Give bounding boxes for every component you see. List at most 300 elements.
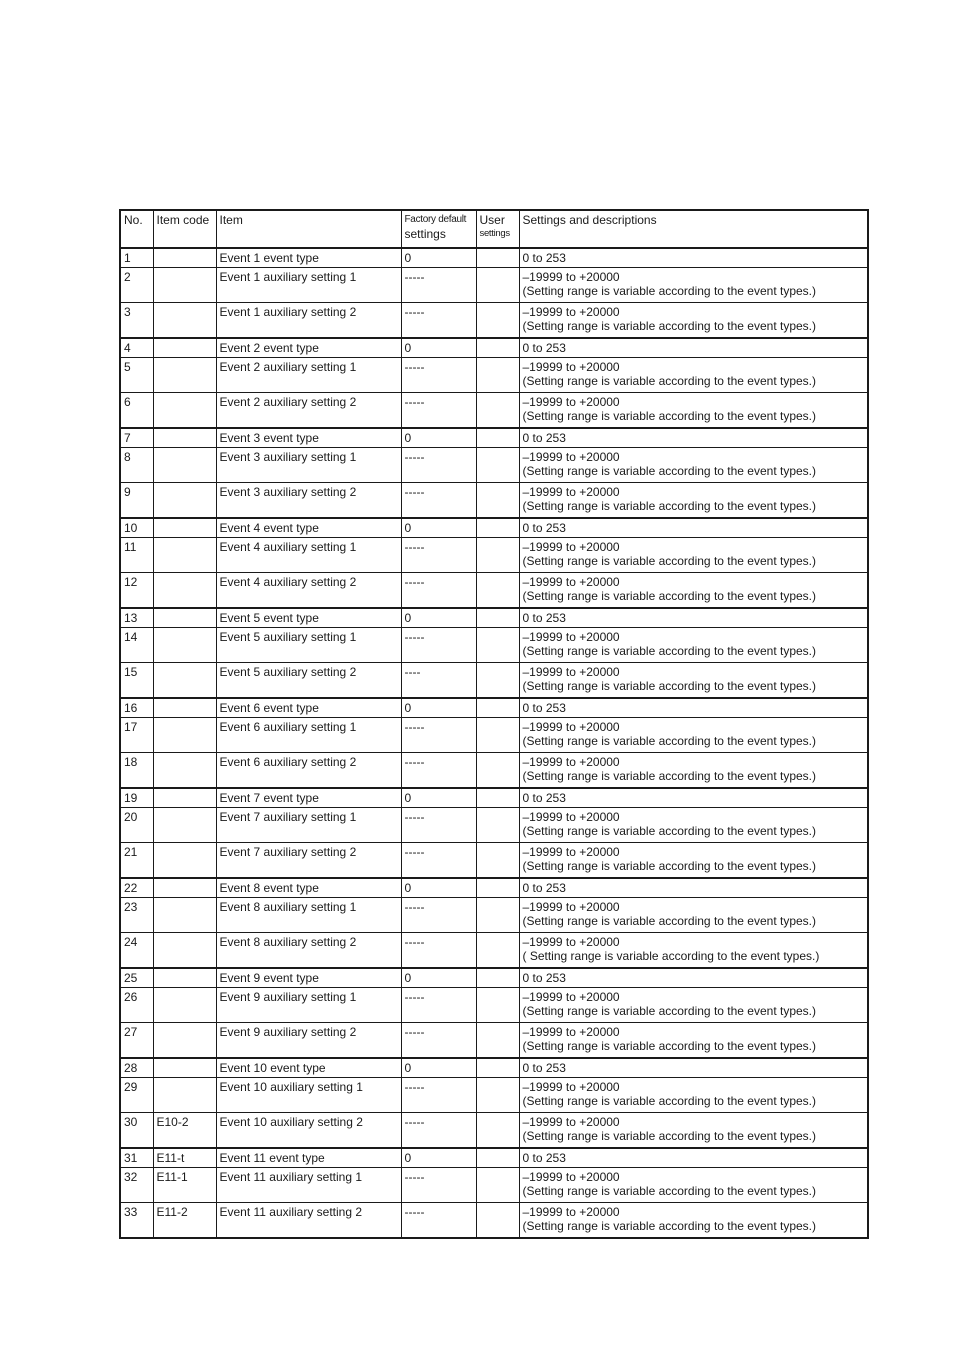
cell-description xyxy=(519,933,868,969)
cell-description xyxy=(519,898,868,933)
table-row xyxy=(120,518,868,538)
cell-no: 14 xyxy=(120,628,153,663)
manual-page xyxy=(119,209,867,1239)
cell-no: 2 xyxy=(120,268,153,303)
cell-no: 15 xyxy=(120,663,153,699)
cell-factory-default: 0 xyxy=(401,968,476,988)
cell-item-code xyxy=(153,1078,216,1113)
cell-user-setting xyxy=(476,753,519,789)
cell-description xyxy=(519,608,868,628)
header-factory-default xyxy=(401,210,476,248)
cell-description xyxy=(519,663,868,699)
cell-user-setting xyxy=(476,808,519,843)
header-factory-line1: Factory default xyxy=(404,214,467,225)
cell-description xyxy=(519,1078,868,1113)
cell-factory-default: ----- xyxy=(401,393,476,429)
table-row xyxy=(120,1148,868,1168)
parameter-table xyxy=(119,209,869,1239)
cell-no: 24 xyxy=(120,933,153,969)
table-row xyxy=(120,663,868,699)
cell-item-code xyxy=(153,608,216,628)
cell-no: 20 xyxy=(120,808,153,843)
description-line: (Setting range is variable according to the event types.) xyxy=(522,1129,816,1143)
cell-item-code xyxy=(153,718,216,753)
cell-user-setting xyxy=(476,268,519,303)
table-row xyxy=(120,843,868,879)
header-description: Settings and descriptions xyxy=(519,210,868,248)
cell-item: Event 3 auxiliary setting 2 xyxy=(216,483,401,519)
table-body xyxy=(120,248,868,1238)
description-line: –19999 to +20000 xyxy=(522,900,620,914)
description-line: (Setting range is variable according to the event types.) xyxy=(522,1004,816,1018)
description-line: 0 to 253 xyxy=(522,251,566,265)
cell-item: Event 9 auxiliary setting 2 xyxy=(216,1023,401,1059)
cell-item: Event 3 auxiliary setting 1 xyxy=(216,448,401,483)
description-line: –19999 to +20000 xyxy=(522,1115,620,1129)
cell-factory-default: 0 xyxy=(401,428,476,448)
cell-user-setting xyxy=(476,718,519,753)
cell-item: Event 8 auxiliary setting 1 xyxy=(216,898,401,933)
description-line: 0 to 253 xyxy=(522,521,566,535)
description-line: 0 to 253 xyxy=(522,971,566,985)
table-row xyxy=(120,898,868,933)
cell-item: Event 3 event type xyxy=(216,428,401,448)
table-row xyxy=(120,393,868,429)
description-line: –19999 to +20000 xyxy=(522,935,620,949)
cell-user-setting xyxy=(476,358,519,393)
cell-no: 8 xyxy=(120,448,153,483)
cell-description xyxy=(519,1113,868,1149)
table-row xyxy=(120,808,868,843)
cell-factory-default: 0 xyxy=(401,878,476,898)
header-user-settings xyxy=(476,210,519,248)
cell-item: Event 8 event type xyxy=(216,878,401,898)
cell-no: 22 xyxy=(120,878,153,898)
header-user-line1: User xyxy=(479,213,505,227)
cell-factory-default: ----- xyxy=(401,358,476,393)
cell-item-code xyxy=(153,1023,216,1059)
cell-user-setting xyxy=(476,628,519,663)
cell-factory-default: ----- xyxy=(401,573,476,609)
cell-item-code xyxy=(153,538,216,573)
cell-factory-default: ----- xyxy=(401,1168,476,1203)
cell-no: 11 xyxy=(120,538,153,573)
description-line: 0 to 253 xyxy=(522,791,566,805)
cell-description xyxy=(519,988,868,1023)
cell-factory-default: ----- xyxy=(401,303,476,339)
table-row xyxy=(120,428,868,448)
cell-item-code xyxy=(153,393,216,429)
table-row xyxy=(120,358,868,393)
cell-item: Event 4 auxiliary setting 2 xyxy=(216,573,401,609)
cell-factory-default: ----- xyxy=(401,753,476,789)
cell-item-code xyxy=(153,898,216,933)
table-header-row xyxy=(120,210,868,248)
cell-no: 27 xyxy=(120,1023,153,1059)
cell-item-code xyxy=(153,358,216,393)
cell-item: Event 9 auxiliary setting 1 xyxy=(216,988,401,1023)
table-row xyxy=(120,303,868,339)
cell-item-code xyxy=(153,248,216,268)
cell-item-code xyxy=(153,573,216,609)
description-line: –19999 to +20000 xyxy=(522,990,620,1004)
cell-user-setting xyxy=(476,608,519,628)
cell-user-setting xyxy=(476,988,519,1023)
description-line: –19999 to +20000 xyxy=(522,755,620,769)
cell-factory-default: ----- xyxy=(401,808,476,843)
cell-description xyxy=(519,753,868,789)
cell-user-setting xyxy=(476,1203,519,1239)
cell-factory-default: 0 xyxy=(401,698,476,718)
description-line: (Setting range is variable according to the event types.) xyxy=(522,1094,816,1108)
cell-item-code xyxy=(153,518,216,538)
table-row xyxy=(120,1078,868,1113)
header-user-line2: settings xyxy=(479,228,510,239)
cell-user-setting xyxy=(476,428,519,448)
cell-description xyxy=(519,788,868,808)
table-row xyxy=(120,988,868,1023)
cell-description xyxy=(519,518,868,538)
description-line: (Setting range is variable according to the event types.) xyxy=(522,1219,816,1233)
cell-item-code xyxy=(153,878,216,898)
table-row xyxy=(120,698,868,718)
cell-factory-default: ----- xyxy=(401,898,476,933)
cell-item: Event 5 auxiliary setting 2 xyxy=(216,663,401,699)
cell-item-code xyxy=(153,843,216,879)
table-row xyxy=(120,753,868,789)
description-line: –19999 to +20000 xyxy=(522,1170,620,1184)
table-row xyxy=(120,448,868,483)
cell-item-code xyxy=(153,663,216,699)
cell-user-setting xyxy=(476,1078,519,1113)
description-line: 0 to 253 xyxy=(522,611,566,625)
cell-item-code xyxy=(153,428,216,448)
cell-factory-default: 0 xyxy=(401,1148,476,1168)
table-row xyxy=(120,1203,868,1239)
description-line: –19999 to +20000 xyxy=(522,575,620,589)
description-line: 0 to 253 xyxy=(522,1061,566,1075)
cell-item: Event 2 event type xyxy=(216,338,401,358)
cell-factory-default: ----- xyxy=(401,1078,476,1113)
description-line: 0 to 253 xyxy=(522,701,566,715)
cell-user-setting xyxy=(476,663,519,699)
cell-user-setting xyxy=(476,338,519,358)
table-row xyxy=(120,538,868,573)
table-row xyxy=(120,788,868,808)
table-row xyxy=(120,338,868,358)
cell-item-code: E11-2 xyxy=(153,1203,216,1239)
description-line: (Setting range is variable according to the event types.) xyxy=(522,319,816,333)
cell-user-setting xyxy=(476,303,519,339)
table-row xyxy=(120,608,868,628)
description-line: (Setting range is variable according to the event types.) xyxy=(522,1184,816,1198)
cell-item: Event 1 auxiliary setting 1 xyxy=(216,268,401,303)
cell-description xyxy=(519,1058,868,1078)
cell-description xyxy=(519,1168,868,1203)
table-row xyxy=(120,483,868,519)
cell-description xyxy=(519,1148,868,1168)
description-line: 0 to 253 xyxy=(522,341,566,355)
cell-factory-default: ----- xyxy=(401,448,476,483)
description-line: (Setting range is variable according to the event types.) xyxy=(522,554,816,568)
description-line: ( Setting range is variable according to the event types.) xyxy=(522,949,820,963)
cell-no: 6 xyxy=(120,393,153,429)
cell-item: Event 7 event type xyxy=(216,788,401,808)
description-line: (Setting range is variable according to the event types.) xyxy=(522,499,816,513)
cell-factory-default: ----- xyxy=(401,483,476,519)
description-line: (Setting range is variable according to the event types.) xyxy=(522,374,816,388)
cell-item-code xyxy=(153,483,216,519)
description-line: –19999 to +20000 xyxy=(522,450,620,464)
cell-item-code: E10-2 xyxy=(153,1113,216,1149)
cell-description xyxy=(519,808,868,843)
cell-user-setting xyxy=(476,898,519,933)
cell-item: Event 1 event type xyxy=(216,248,401,268)
cell-item: Event 11 auxiliary setting 1 xyxy=(216,1168,401,1203)
cell-description xyxy=(519,303,868,339)
description-line: –19999 to +20000 xyxy=(522,630,620,644)
description-line: –19999 to +20000 xyxy=(522,395,620,409)
cell-description xyxy=(519,718,868,753)
description-line: –19999 to +20000 xyxy=(522,1080,620,1094)
cell-item: Event 6 event type xyxy=(216,698,401,718)
cell-description xyxy=(519,573,868,609)
header-item-code: Item code xyxy=(153,210,216,248)
cell-item: Event 7 auxiliary setting 1 xyxy=(216,808,401,843)
description-line: –19999 to +20000 xyxy=(522,720,620,734)
description-line: (Setting range is variable according to the event types.) xyxy=(522,734,816,748)
cell-description xyxy=(519,1203,868,1239)
cell-no: 1 xyxy=(120,248,153,268)
table-row xyxy=(120,1058,868,1078)
cell-user-setting xyxy=(476,1113,519,1149)
description-line: –19999 to +20000 xyxy=(522,665,620,679)
cell-item: Event 10 event type xyxy=(216,1058,401,1078)
table-row xyxy=(120,573,868,609)
cell-no: 28 xyxy=(120,1058,153,1078)
cell-item: Event 4 auxiliary setting 1 xyxy=(216,538,401,573)
cell-no: 33 xyxy=(120,1203,153,1239)
cell-user-setting xyxy=(476,518,519,538)
cell-factory-default: ----- xyxy=(401,718,476,753)
cell-no: 26 xyxy=(120,988,153,1023)
cell-no: 10 xyxy=(120,518,153,538)
description-line: (Setting range is variable according to the event types.) xyxy=(522,914,816,928)
cell-user-setting xyxy=(476,1148,519,1168)
cell-no: 19 xyxy=(120,788,153,808)
cell-factory-default: 0 xyxy=(401,608,476,628)
table-row xyxy=(120,628,868,663)
description-line: –19999 to +20000 xyxy=(522,1025,620,1039)
description-line: –19999 to +20000 xyxy=(522,485,620,499)
cell-user-setting xyxy=(476,1168,519,1203)
cell-user-setting xyxy=(476,1058,519,1078)
cell-item: Event 4 event type xyxy=(216,518,401,538)
header-item: Item xyxy=(216,210,401,248)
cell-description xyxy=(519,268,868,303)
description-line: (Setting range is variable according to the event types.) xyxy=(522,284,816,298)
cell-user-setting xyxy=(476,1023,519,1059)
cell-user-setting xyxy=(476,933,519,969)
table-row xyxy=(120,718,868,753)
cell-user-setting xyxy=(476,538,519,573)
cell-no: 3 xyxy=(120,303,153,339)
cell-description xyxy=(519,358,868,393)
cell-item: Event 2 auxiliary setting 1 xyxy=(216,358,401,393)
cell-item-code xyxy=(153,448,216,483)
cell-user-setting xyxy=(476,968,519,988)
cell-item: Event 11 event type xyxy=(216,1148,401,1168)
table-row xyxy=(120,933,868,969)
table-row xyxy=(120,248,868,268)
description-line: (Setting range is variable according to the event types.) xyxy=(522,679,816,693)
cell-item-code xyxy=(153,698,216,718)
cell-item-code: E11-1 xyxy=(153,1168,216,1203)
description-line: –19999 to +20000 xyxy=(522,810,620,824)
table-row xyxy=(120,1023,868,1059)
cell-factory-default: ----- xyxy=(401,933,476,969)
table-row xyxy=(120,1113,868,1149)
cell-description xyxy=(519,448,868,483)
cell-description xyxy=(519,878,868,898)
cell-item-code: E11-t xyxy=(153,1148,216,1168)
description-line: (Setting range is variable according to the event types.) xyxy=(522,1039,816,1053)
description-line: (Setting range is variable according to the event types.) xyxy=(522,824,816,838)
cell-item-code xyxy=(153,338,216,358)
cell-item-code xyxy=(153,1058,216,1078)
cell-no: 4 xyxy=(120,338,153,358)
cell-user-setting xyxy=(476,483,519,519)
cell-no: 17 xyxy=(120,718,153,753)
cell-description xyxy=(519,968,868,988)
cell-factory-default: ----- xyxy=(401,1113,476,1149)
cell-item: Event 6 auxiliary setting 1 xyxy=(216,718,401,753)
cell-factory-default: 0 xyxy=(401,248,476,268)
cell-factory-default: ----- xyxy=(401,988,476,1023)
cell-item-code xyxy=(153,788,216,808)
cell-description xyxy=(519,538,868,573)
cell-item: Event 5 auxiliary setting 1 xyxy=(216,628,401,663)
cell-factory-default: ----- xyxy=(401,843,476,879)
cell-factory-default: 0 xyxy=(401,338,476,358)
cell-item: Event 8 auxiliary setting 2 xyxy=(216,933,401,969)
cell-description xyxy=(519,843,868,879)
cell-no: 7 xyxy=(120,428,153,448)
description-line: (Setting range is variable according to the event types.) xyxy=(522,769,816,783)
cell-factory-default: ----- xyxy=(401,268,476,303)
cell-no: 30 xyxy=(120,1113,153,1149)
description-line: (Setting range is variable according to the event types.) xyxy=(522,859,816,873)
description-line: –19999 to +20000 xyxy=(522,360,620,374)
cell-item: Event 2 auxiliary setting 2 xyxy=(216,393,401,429)
cell-item: Event 7 auxiliary setting 2 xyxy=(216,843,401,879)
cell-user-setting xyxy=(476,878,519,898)
cell-item-code xyxy=(153,303,216,339)
cell-factory-default: ----- xyxy=(401,1023,476,1059)
cell-description xyxy=(519,428,868,448)
table-row xyxy=(120,878,868,898)
cell-item-code xyxy=(153,988,216,1023)
cell-user-setting xyxy=(476,393,519,429)
cell-item-code xyxy=(153,268,216,303)
description-line: –19999 to +20000 xyxy=(522,1205,620,1219)
cell-item-code xyxy=(153,808,216,843)
cell-no: 29 xyxy=(120,1078,153,1113)
cell-no: 12 xyxy=(120,573,153,609)
description-line: (Setting range is variable according to the event types.) xyxy=(522,589,816,603)
description-line: 0 to 253 xyxy=(522,881,566,895)
table-row xyxy=(120,1168,868,1203)
cell-item: Event 5 event type xyxy=(216,608,401,628)
table-row xyxy=(120,268,868,303)
cell-no: 31 xyxy=(120,1148,153,1168)
cell-description xyxy=(519,698,868,718)
cell-factory-default: 0 xyxy=(401,1058,476,1078)
cell-description xyxy=(519,483,868,519)
cell-factory-default: 0 xyxy=(401,788,476,808)
cell-user-setting xyxy=(476,448,519,483)
cell-item: Event 6 auxiliary setting 2 xyxy=(216,753,401,789)
cell-user-setting xyxy=(476,788,519,808)
cell-user-setting xyxy=(476,698,519,718)
cell-item: Event 10 auxiliary setting 2 xyxy=(216,1113,401,1149)
cell-no: 32 xyxy=(120,1168,153,1203)
description-line: (Setting range is variable according to the event types.) xyxy=(522,409,816,423)
description-line: 0 to 253 xyxy=(522,431,566,445)
cell-no: 16 xyxy=(120,698,153,718)
cell-description xyxy=(519,248,868,268)
cell-no: 18 xyxy=(120,753,153,789)
cell-user-setting xyxy=(476,843,519,879)
header-no: No. xyxy=(120,210,153,248)
cell-description xyxy=(519,628,868,663)
cell-user-setting xyxy=(476,248,519,268)
cell-factory-default: ---- xyxy=(401,663,476,699)
cell-no: 25 xyxy=(120,968,153,988)
cell-item: Event 9 event type xyxy=(216,968,401,988)
description-line: –19999 to +20000 xyxy=(522,270,620,284)
description-line: –19999 to +20000 xyxy=(522,540,620,554)
cell-factory-default: ----- xyxy=(401,1203,476,1239)
cell-item-code xyxy=(153,753,216,789)
cell-item-code xyxy=(153,933,216,969)
cell-no: 13 xyxy=(120,608,153,628)
cell-item: Event 10 auxiliary setting 1 xyxy=(216,1078,401,1113)
cell-user-setting xyxy=(476,573,519,609)
cell-description xyxy=(519,1023,868,1059)
cell-no: 23 xyxy=(120,898,153,933)
cell-factory-default: ----- xyxy=(401,538,476,573)
cell-no: 9 xyxy=(120,483,153,519)
table-row xyxy=(120,968,868,988)
cell-factory-default: 0 xyxy=(401,518,476,538)
description-line: –19999 to +20000 xyxy=(522,845,620,859)
cell-item-code xyxy=(153,968,216,988)
cell-no: 21 xyxy=(120,843,153,879)
description-line: 0 to 253 xyxy=(522,1151,566,1165)
cell-no: 5 xyxy=(120,358,153,393)
cell-item: Event 11 auxiliary setting 2 xyxy=(216,1203,401,1239)
description-line: –19999 to +20000 xyxy=(522,305,620,319)
cell-description xyxy=(519,393,868,429)
header-factory-line2: settings xyxy=(404,227,446,241)
cell-factory-default: ----- xyxy=(401,628,476,663)
description-line: (Setting range is variable according to the event types.) xyxy=(522,644,816,658)
description-line: (Setting range is variable according to the event types.) xyxy=(522,464,816,478)
cell-item-code xyxy=(153,628,216,663)
cell-item: Event 1 auxiliary setting 2 xyxy=(216,303,401,339)
cell-description xyxy=(519,338,868,358)
